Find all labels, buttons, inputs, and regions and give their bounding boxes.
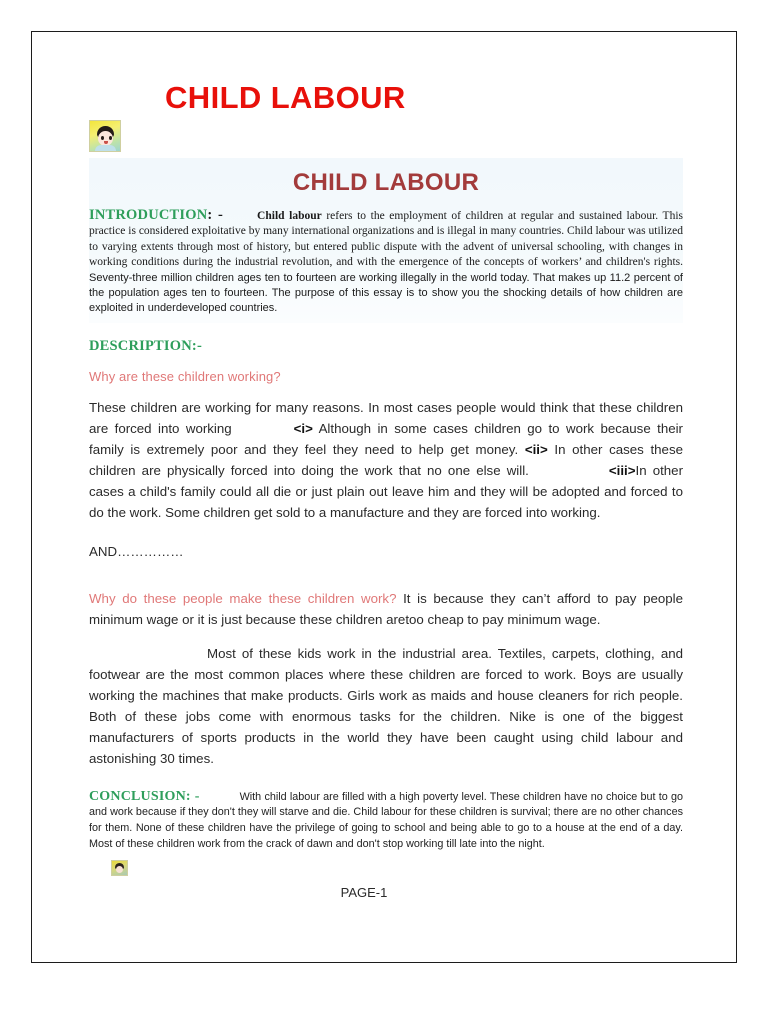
marker-i: <i>	[293, 420, 313, 436]
marker-iii: <iii>	[608, 462, 636, 478]
page-title: CHILD LABOUR	[165, 80, 406, 115]
image-eye-left	[101, 136, 104, 140]
para1-part-c: In other cases these children are physically forced into doing the work that no one else will.	[89, 441, 683, 478]
introduction-sans-text: Seventy-three million children ages ten to fourteen are working illegally in the world today. That makes up 11.2 percent of the population ages ten to fourteen. The purpose of this essay is to show you the shocking details of how children are exploited in underdeveloped countries.	[89, 271, 683, 315]
para1-part-a: These children are working for many reasons. In most cases people would think that these children are forced into working	[89, 399, 683, 436]
description-question-2: Why do these people make these children work?	[89, 590, 397, 606]
introduction-label: INTRODUCTION	[89, 207, 208, 223]
conclusion-text: With child labour are filled with a high poverty level. These children have no choice but to go and work because if they don't they will starve and die. Child labour for these children is survival; there are no other chances for them. None of these children have the privilege of going to school and being able to go to a house at the end of a day. Most of these children work from the crack of dawn and don't stop working till late into the night.	[89, 790, 684, 850]
child-face-image	[89, 120, 121, 152]
document-page	[31, 31, 737, 963]
page-content	[89, 62, 683, 900]
conclusion-label: CONCLUSION: -	[89, 788, 200, 804]
child-face-image-small	[111, 860, 128, 876]
conclusion-paragraph	[89, 789, 683, 852]
small-image-face	[116, 866, 123, 873]
introduction-serif-text: refers to the employment of children at regular and sustained labour. This practice is considered exploitative by many international organizations and is illegal in many countries. Child labour was utilized to varying extents through most of history, but entered public dispute with the advent of universal schooling, with changes in working conditions during the industrial revolution, and with the emergence of the concepts of workers’ and children's rights.	[89, 210, 684, 269]
image-body	[95, 145, 116, 152]
introduction-lead-term: Child labour	[257, 210, 322, 222]
description-label: DESCRIPTION:-	[89, 337, 202, 354]
title-section	[89, 62, 683, 158]
para3-text: Most of these kids work in the industrial area. Textiles, carpets, clothing, and footwear are the most common places where these children are forced to work. Boys are usually working the machines that make products. Girls work as maids and house cleaners for rich people. Both of these jobs come with enormous tasks for the children. Nike is one of the biggest manufacturers of sports products in the world they have been caught using child labour and astonishing 30 times.	[89, 645, 683, 766]
marker-ii: <ii>	[524, 441, 548, 457]
description-section	[89, 337, 683, 355]
para2-text: It is because they can’t afford to pay people minimum wage or it is just because these children aretoo cheap to pay minimum wage.	[89, 590, 684, 627]
introduction-paragraph	[89, 208, 683, 317]
page-number-footer: PAGE-1	[340, 885, 388, 901]
description-paragraph-1	[89, 397, 683, 523]
description-paragraph-3	[89, 643, 683, 769]
para1-part-d: In other cases a child's family could all die or just plain out leave him and they will be adopted and forced to do the work. Some children get sold to a manufacture and they are forced into working.	[89, 462, 684, 520]
para1-part-b: Although in some cases children go to work because their family is extremely poor and they feel they need to help get money.	[89, 420, 683, 457]
introduction-block	[89, 158, 683, 323]
introduction-label-suffix: : -	[207, 207, 224, 223]
description-question-1: Why are these children working?	[89, 368, 281, 384]
image-eye-right	[109, 136, 112, 140]
document-subtitle: CHILD LABOUR	[292, 169, 480, 196]
and-continuation-line: AND……………	[89, 543, 184, 559]
description-paragraph-2	[89, 588, 683, 630]
